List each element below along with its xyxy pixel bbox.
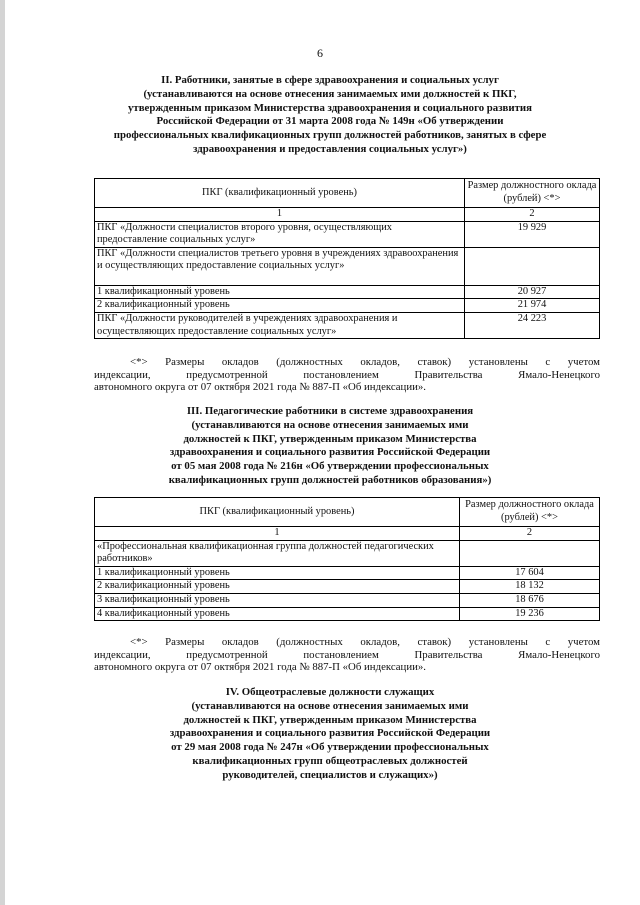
salary-value: 19 929 [465, 221, 600, 247]
table-header-row [95, 179, 600, 208]
salary-value: 17 604 [460, 566, 600, 580]
heading-line: от 05 мая 2008 года № 216н «Об утверждении профессиональных [171, 460, 489, 473]
heading-line: от 29 мая 2008 года № 247н «Об утверждении профессиональных [171, 741, 489, 754]
table-header-row [95, 498, 600, 527]
page-number: 6 [317, 46, 323, 60]
column-number: 1 [95, 527, 460, 541]
table-row [95, 593, 600, 607]
footnote-line: автономного округа от 07 октября 2021 года № 887-П «Об индексации». [94, 661, 426, 674]
footnote-line: автономного округа от 07 октября 2021 года № 887-П «Об индексации». [94, 381, 426, 394]
heading-line: IV. Общеотраслевые должности служащих [225, 686, 435, 698]
group-name: ПКГ «Должности руководителей в учреждениях здравоохранения и осуществляющих предоставление социальных услуг» [95, 312, 465, 338]
column-number-row [95, 527, 600, 541]
heading-line: здравоохранения и предоставления социальных услуг») [193, 142, 467, 155]
heading-line: квалификационных групп должностей работников образования») [168, 473, 492, 486]
group-name: ПКГ «Должности специалистов второго уровня, осуществляющих предоставление социальных услуг» [95, 221, 465, 247]
heading-line: профессиональных квалификационных групп должностей работников, занятых в сфере [113, 129, 547, 142]
table-row [95, 312, 600, 338]
section-3-footnote [94, 636, 600, 674]
column-number: 1 [95, 208, 465, 222]
heading-line: здравоохранения и социального развития Российской Федерации [169, 446, 491, 459]
group-name: «Профессиональная квалификационная группа должностей педагогических работников» [95, 540, 460, 566]
heading-line: должностей к ПКГ, утвержденным приказом Министерства [183, 432, 477, 445]
group-name: 2 квалификационный уровень [95, 580, 460, 594]
column-number: 2 [460, 527, 600, 541]
group-name: 3 квалификационный уровень [95, 593, 460, 607]
heading-line: (устанавливаются на основе отнесения занимаемых ими [191, 418, 469, 431]
column-header-group: ПКГ (квалификационный уровень) [95, 179, 465, 208]
footnote-line: индексации, предусмотренной постановлением Правительства Ямало-Ненецкого [94, 368, 600, 381]
heading-line: Российской Федерации от 31 марта 2008 года № 149н «Об утверждении [156, 115, 504, 128]
heading-line: здравоохранения и социального развития Российской Федерации [169, 727, 491, 740]
table-row [95, 580, 600, 594]
group-name: 1 квалификационный уровень [95, 566, 460, 580]
column-header-group: ПКГ (квалификационный уровень) [95, 498, 460, 527]
heading-line: квалификационных групп общеотраслевых должностей [192, 754, 468, 767]
section-3-heading [100, 405, 560, 488]
heading-line: утвержденным приказом Министерства здравоохранения и социального развития [128, 101, 532, 114]
footnote-line: <*> Размеры окладов (должностных окладов, ставок) установлены с учетом [130, 636, 600, 648]
group-name: 1 квалификационный уровень [95, 285, 465, 299]
salary-value [465, 247, 600, 285]
footnote-line: <*> Размеры окладов (должностных окладов, ставок) установлены с учетом [130, 356, 600, 368]
table-row [95, 285, 600, 299]
column-number-row [95, 208, 600, 222]
footnote-line: индексации, предусмотренной постановлением Правительства Ямало-Ненецкого [94, 648, 600, 661]
salary-value: 24 223 [465, 312, 600, 338]
section-3-salary-table [94, 497, 600, 621]
table-row [95, 540, 600, 566]
table-row [95, 566, 600, 580]
salary-value: 20 927 [465, 285, 600, 299]
heading-line: (устанавливаются на основе отнесения занимаемых ими должностей к ПКГ, [143, 87, 517, 100]
column-number: 2 [465, 208, 600, 222]
section-4-heading [100, 686, 560, 783]
group-name: 4 квалификационный уровень [95, 607, 460, 621]
scan-page-edge [0, 0, 5, 905]
table-row [95, 299, 600, 313]
section-2-heading [60, 74, 600, 157]
section-2-salary-table [94, 178, 600, 339]
table-row [95, 607, 600, 621]
group-name: 2 квалификационный уровень [95, 299, 465, 313]
heading-line: руководителей, специалистов и служащих») [222, 768, 438, 781]
salary-value: 18 676 [460, 593, 600, 607]
table-row [95, 247, 600, 285]
heading-line: должностей к ПКГ, утвержденным приказом Министерства [183, 713, 477, 726]
salary-value: 19 236 [460, 607, 600, 621]
salary-value: 21 974 [465, 299, 600, 313]
heading-line: (устанавливаются на основе отнесения занимаемых ими [191, 699, 469, 712]
group-name: ПКГ «Должности специалистов третьего уровня в учреждениях здравоохранения и осуществляющих предоставление социальных услуг» [95, 247, 465, 285]
section-2-footnote [94, 356, 600, 394]
salary-value: 18 132 [460, 580, 600, 594]
column-header-salary: Размер должностного оклада (рублей) <*> [460, 498, 600, 527]
heading-line: III. Педагогические работники в системе здравоохранения [186, 405, 474, 417]
column-header-salary: Размер должностного оклада (рублей) <*> [465, 179, 600, 208]
salary-value [460, 540, 600, 566]
heading-line: II. Работники, занятые в сфере здравоохранения и социальных услуг [161, 74, 499, 86]
table-row [95, 221, 600, 247]
